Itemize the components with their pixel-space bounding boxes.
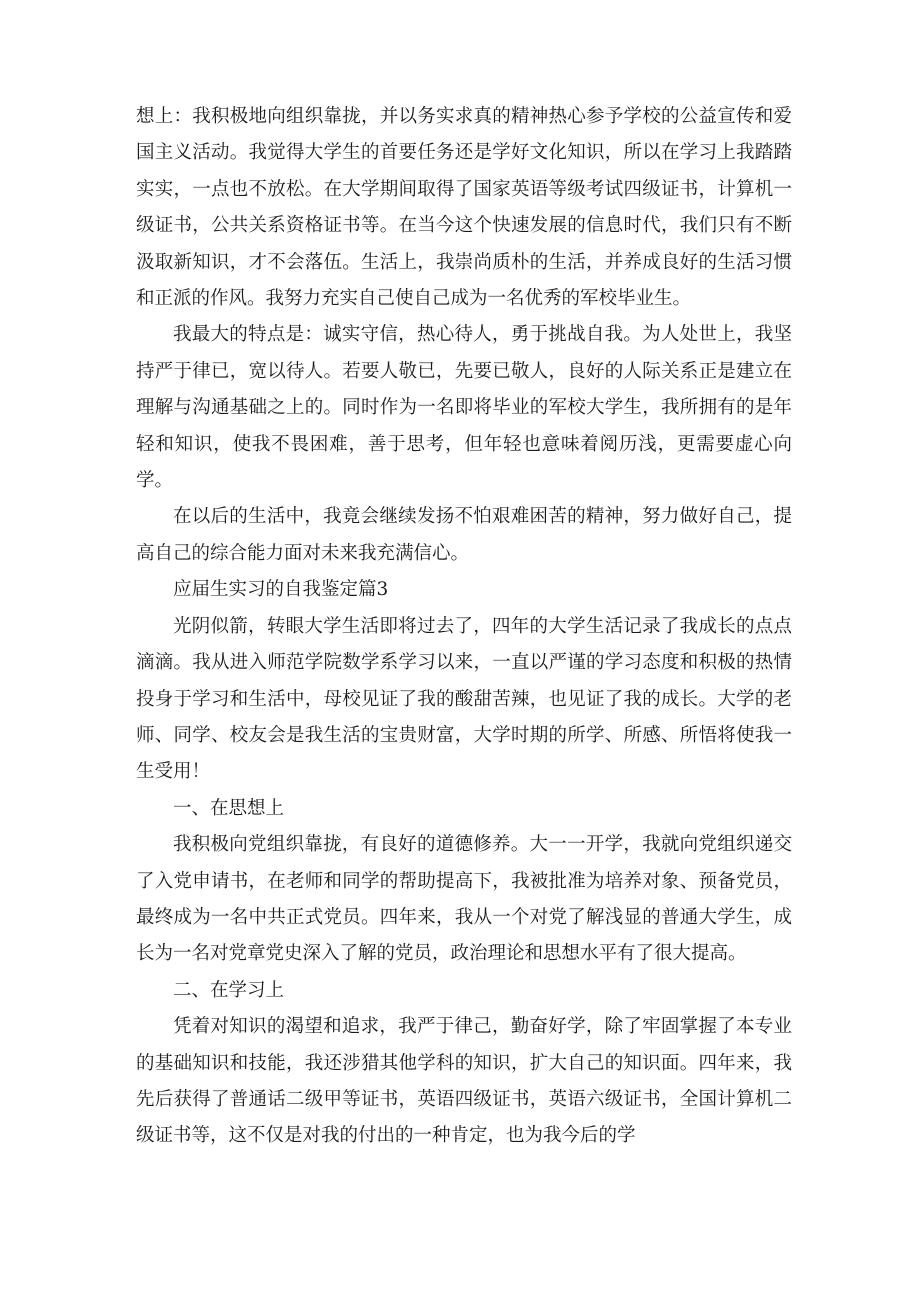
subheading-ideology: 一、在思想上 — [173, 797, 285, 819]
document-page — [136, 99, 792, 1155]
paragraph-intro: 光阴似箭，转眼大学生活即将过去了，四年的大学生活记录了我成长的点点滴滴。我从进入师范学院数学系学习以来，一直以严谨的学习态度和积极的热情投身于学习和生活中，母校见证了我的酸甜苦辣，也见证了我的成长。大学的老师、同学、校友会是我生活的宝贵财富，大学时期的所学、所感、所悟将使我一生受用！ — [136, 615, 792, 783]
paragraph-study: 凭着对知识的渴望和追求，我严于律己，勤奋好学，除了牢固掌握了本专业的基础知识和技能，我还涉猎其他学科的知识，扩大自己的知识面。四年来，我先后获得了普通话二级甲等证书，英语四级证书，英语六级证书，全国计算机二级证书等，这不仅是对我的付出的一种肯定，也为我今后的学 — [136, 1016, 792, 1147]
paragraph-traits: 我最大的特点是：诚实守信，热心待人，勇于挑战自我。为人处世上，我坚持严于律已，宽以待人。若要人敬已，先要已敬人，良好的人际关系正是建立在理解与沟通基础之上的。同时作为一名即将毕业的军校大学生，我所拥有的是年轻和知识，使我不畏困难，善于思考，但年轻也意味着阅历浅，更需要虚心向学。 — [136, 324, 792, 492]
paragraph-ideology: 我积极向党组织靠拢，有良好的道德修养。大一一开学，我就向党组织递交了入党申请书，在老师和同学的帮助提高下，我被批准为培养对象、预备党员，最终成为一名中共正式党员。四年来，我从一个对党了解浅显的普通大学生，成长为一名对党章党史深入了解的党员，政治理论和思想水平有了很大提高。 — [136, 834, 792, 965]
section-title-part3: 应届生实习的自我鉴定篇3 — [173, 579, 389, 601]
subheading-study: 二、在学习上 — [173, 979, 285, 1001]
paragraph-continuation: 想上：我积极地向组织靠拢，并以务实求真的精神热心参予学校的公益宣传和爱国主义活动。我觉得大学生的首要任务还是学好文化知识，所以在学习上我踏踏实实，一点也不放松。在大学期间取得了国家英语等级考试四级证书，计算机一级证书，公共关系资格证书等。在当今这个快速发展的信息时代，我们只有不断汲取新知识，才不会落伍。生活上，我崇尚质朴的生活，并养成良好的生活习惯和正派的作风。我努力充实自己使自己成为一名优秀的军校毕业生。 — [136, 106, 792, 310]
paragraph-future: 在以后的生活中，我竟会继续发扬不怕艰难困苦的精神，努力做好自己，提高自己的综合能力面对未来我充满信心。 — [136, 506, 792, 564]
